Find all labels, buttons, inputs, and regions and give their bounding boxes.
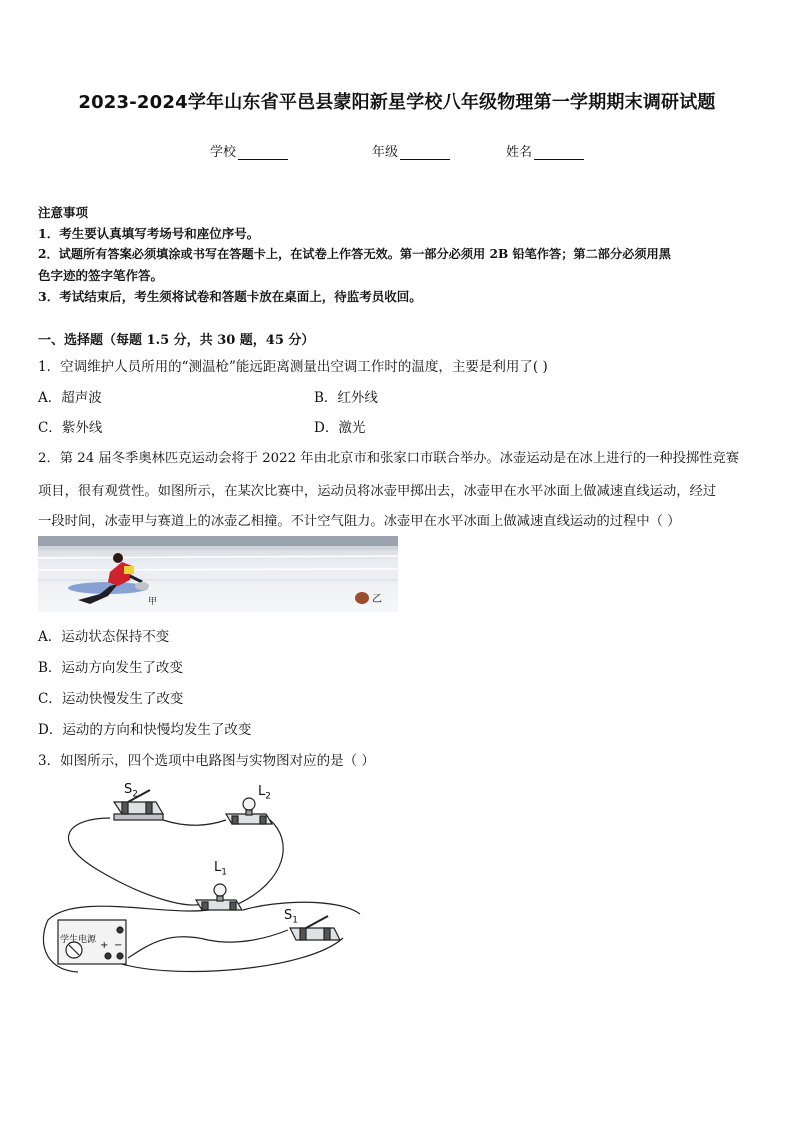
- stone-yi-label: 乙: [372, 594, 382, 605]
- school-label: 学校: [210, 145, 237, 160]
- stone-jia-label: 甲: [148, 597, 158, 607]
- curling-photo: [38, 536, 398, 612]
- q2-option-c: C．运动快慢发生了改变: [38, 691, 184, 707]
- q2-option-d: D．运动的方向和快慢均发生了改变: [38, 722, 252, 738]
- power-minus-label: −: [114, 940, 123, 951]
- notice-heading: 注意事项: [38, 205, 89, 220]
- question-2-stem-line: 项目，很有观赏性。如图所示，在某次比赛中，运动员将冰壶甲掷出去，冰壶甲在水平冰面上做减速直线运动，经过: [38, 484, 717, 499]
- page-title: 2023-2024学年山东省平邑县蒙阳新星学校八年级物理第一学期期末调研试题: [78, 92, 716, 113]
- name-blank: [534, 146, 584, 160]
- question-2-stem-line: 一段时间，冰壶甲与赛道上的冰壶乙相撞。不计空气阻力。冰壶甲在水平冰面上做减速直线运动的过程中（ ）: [38, 514, 681, 529]
- q2-option-b: B．运动方向发生了改变: [38, 660, 183, 676]
- section-heading: 一、选择题（每题 1.5 分，共 30 题，45 分）: [38, 333, 315, 348]
- q1-option-d: D．激光: [314, 420, 366, 436]
- notice-item: 2．试题所有答案必须填涂或书写在答题卡上，在试卷上作答无效。第一部分必须用 2B 铅笔作答；第二部分必须用黑: [38, 247, 671, 261]
- grade-field: [372, 141, 450, 160]
- school-blank: [238, 146, 288, 160]
- school-field: [210, 141, 288, 160]
- question-3-stem: 3．如图所示，四个选项中电路图与实物图对应的是（ ）: [38, 753, 375, 769]
- q1-option-a: A．超声波: [38, 390, 102, 406]
- grade-label: 年级: [372, 145, 399, 160]
- notice-item: 1．考生要认真填写考场号和座位序号。: [38, 226, 260, 241]
- bulb-l1-label: $L_1$: [214, 860, 227, 878]
- bulb-l2-label: $L_2$: [258, 784, 271, 802]
- power-plus-label: +: [100, 940, 109, 951]
- grade-blank: [400, 146, 450, 160]
- q2-option-a: A．运动状态保持不变: [38, 629, 170, 645]
- question-2-stem-line: 2．第 24 届冬季奥林匹克运动会将于 2022 年由北京市和张家口市联合举办。冰壶运动是在冰上进行的一种投掷性竞赛: [38, 451, 740, 466]
- name-field: [506, 141, 584, 160]
- q1-option-c: C．紫外线: [38, 420, 103, 436]
- notice-item: 3．考试结束后，考生须将试卷和答题卡放在桌面上，待监考员收回。: [38, 289, 422, 304]
- q1-option-b: B．红外线: [314, 390, 378, 406]
- question-1-stem: 1．空调维护人员所用的“测温枪”能远距离测量出空调工作时的温度，主要是利用了( ): [38, 359, 548, 375]
- power-supply-label: 学生电源: [60, 935, 97, 945]
- switch-s1-label: $S_1$: [284, 908, 298, 926]
- switch-s2-label: $S_2$: [124, 782, 138, 800]
- name-label: 姓名: [506, 145, 533, 160]
- circuit-diagram: [38, 780, 378, 985]
- notice-item: 色字迹的签字笔作答。: [38, 268, 164, 283]
